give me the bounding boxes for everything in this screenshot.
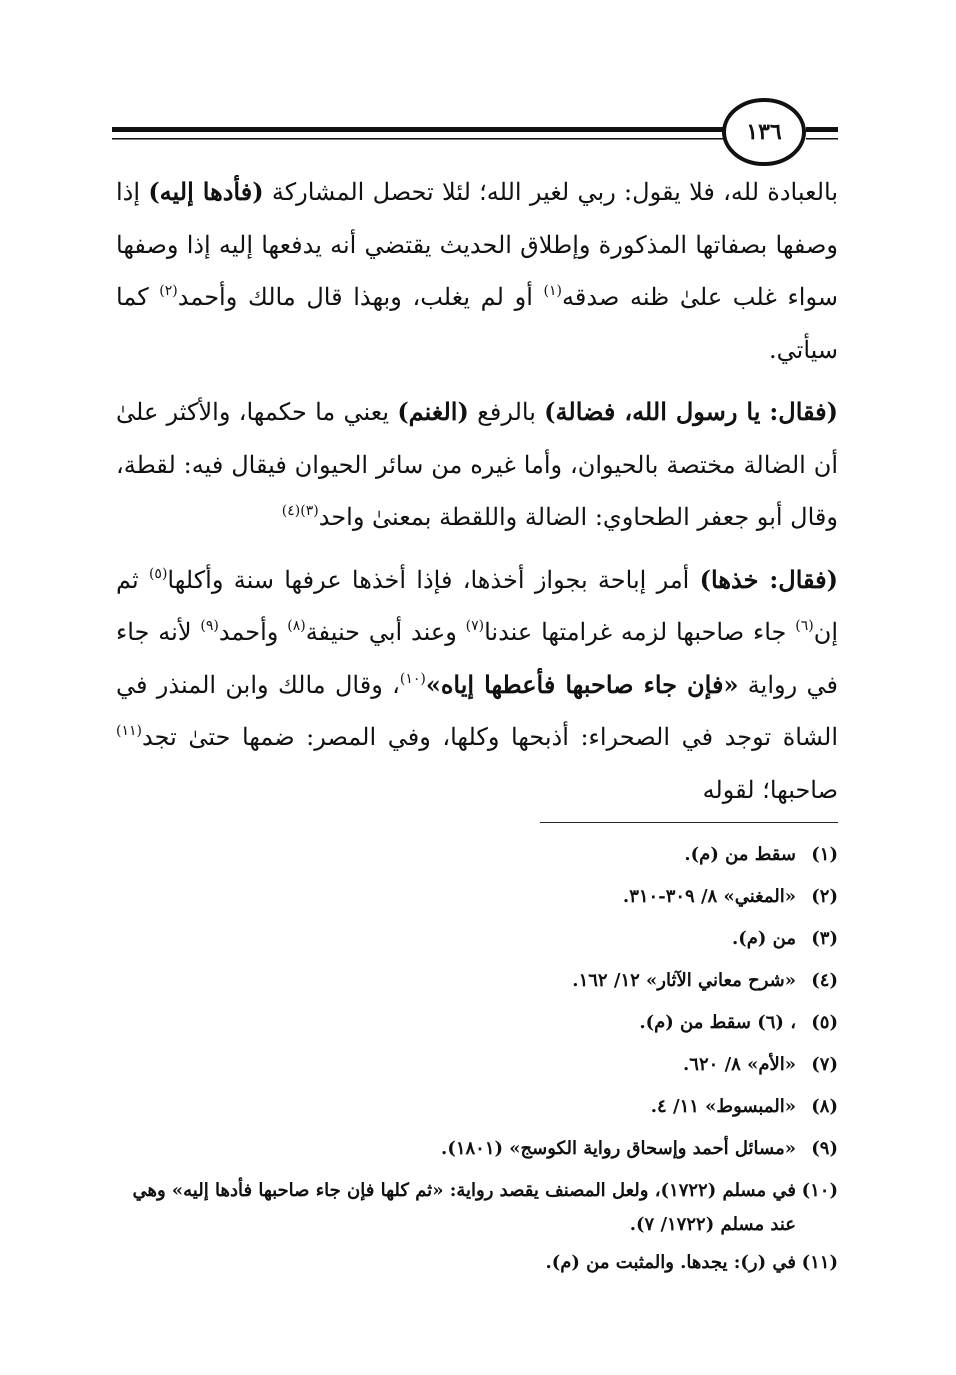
footnote-text: «المبسوط» ١١/ ٤. (650, 1096, 796, 1117)
bold-quote: (فقال: خذها) (699, 564, 839, 594)
page-number: ١٣٦ (746, 119, 782, 145)
bold-quote: (الغنم) (397, 397, 469, 426)
header-rule-right-thin (806, 138, 838, 140)
footnote-text: من (م). (731, 928, 796, 949)
footnote-item (112, 1044, 838, 1086)
text-run: يعني ما حكمها، والأكثر علىٰ أن الضالة مختصة بالحيوان، وأما غيره من سائر الحيوان فيقال فيه: لقطة، وقال أبو جعفر الطحاوي: الضالة واللقطة بمعنىٰ واحد (116, 398, 838, 531)
text-run: وعند أبي حنيفة (305, 618, 466, 646)
footnote-text: ، (٦) سقط من (م). (639, 1012, 796, 1033)
footnote-number: (١) (811, 844, 838, 865)
footnote-number: (٧) (811, 1054, 838, 1075)
footnote-number: (٤) (811, 970, 838, 991)
footnote-item (112, 1002, 838, 1044)
footnote-number: (٣) (811, 928, 838, 949)
text-run: ثم إن (116, 565, 838, 646)
footnote-ref-8[interactable]: (٨) (287, 618, 306, 634)
footnote-ref-7[interactable]: (٧) (465, 618, 485, 634)
footnote-number: (٢) (811, 886, 838, 907)
footnote-item (112, 1170, 838, 1242)
text-run: بالعبادة لله، فلا يقول: ربي لغير الله؛ لئلا تحصل المشاركة (263, 178, 838, 206)
page-header (0, 0, 956, 190)
header-rule-right-thick (806, 127, 838, 132)
text-run: كما سيأتي. (116, 283, 838, 364)
bold-quote: (فقال: يا رسول الله، فضالة) (544, 397, 838, 426)
footnote-text: «مسائل أحمد وإسحاق رواية الكوسج» (١٨٠١). (441, 1138, 796, 1159)
footnote-number: (٩) (811, 1138, 838, 1159)
footnote-ref-9[interactable]: (٩) (200, 618, 219, 634)
footnote-text: في مسلم (١٧٢٢)، ولعل المصنف يقصد رواية: «ثم كلها فإن جاء صاحبها فأدها إليه» وهي عند مسلم (١٧٢٢/ ٧). (132, 1180, 796, 1235)
footnote-item (112, 876, 838, 918)
footnote-item (112, 1128, 838, 1170)
footnote-ref-6[interactable]: (٦) (795, 618, 814, 634)
footnote-text: سقط من (م). (684, 844, 796, 865)
header-rule-ornament (0, 0, 956, 190)
text-run: أو لم يغلب، وبهذا قال مالك وأحمد (177, 283, 544, 311)
footnote-item (112, 834, 838, 876)
footnote-ref-4[interactable]: (٤) (281, 503, 301, 519)
footnote-item (112, 918, 838, 960)
footnote-text: «المغني» ٨/ ٣٠٩-٣١٠. (622, 886, 796, 907)
footnote-text: «شرح معاني الآثار» ١٢/ ١٦٢. (572, 970, 796, 991)
text-run: لأنه جاء في رواية (116, 618, 838, 699)
footnote-ref-5[interactable]: (٥) (148, 565, 168, 582)
text-run: جاء صاحبها لزمه غرامتها عندنا (484, 618, 796, 646)
text-run: صاحبها؛ لقوله (702, 775, 838, 804)
header-rule-thin (112, 138, 724, 140)
footnote-number: (٨) (811, 1096, 838, 1117)
main-text (116, 166, 838, 816)
footnote-ref-1[interactable]: (١) (543, 283, 563, 299)
footnote-ref-2[interactable]: (٢) (159, 283, 178, 299)
bold-quote: (فأدها إليه) (148, 177, 264, 206)
footnote-ref-3[interactable]: (٣) (300, 503, 319, 519)
text-run: ، وقال مالك وابن المنذر في الشاة توجد في الصحراء: أذبحها وكلها، وفي المصر: ضمها حتىٰ تجد (116, 670, 838, 751)
footnote-item (112, 1242, 838, 1284)
text-run: أمر إباحة بجواز أخذها، فإذا أخذها عرفها سنة وأكلها (167, 565, 700, 594)
footnote-ref-10[interactable]: (١٠) (399, 670, 426, 687)
footnote-item (112, 1086, 838, 1128)
footnote-text: «الأم» ٨/ ٦٢٠. (683, 1054, 796, 1075)
footnote-separator (540, 822, 838, 823)
footnote-item (112, 960, 838, 1002)
footnote-ref-11[interactable]: (١١) (116, 723, 142, 739)
text-run: وأحمد (218, 618, 288, 646)
header-rule-thick (112, 127, 724, 132)
text-run: بالرفع (468, 398, 545, 426)
footnote-text: في (ر): يجدها. والمثبت من (م). (545, 1252, 796, 1273)
footnote-number: (١٠) (801, 1180, 838, 1201)
footnote-number: (١١) (801, 1252, 838, 1273)
paragraph-2 (116, 386, 838, 544)
text-run: إذا وصفها بصفاتها المذكورة وإطلاق الحديث يقتضي أنه يدفعها إليه إذا وصفها سواء غلب علىٰ ظنه صدقه (116, 178, 838, 311)
paragraph-1 (116, 166, 838, 376)
paragraph-3 (116, 554, 838, 817)
bold-quote: «فإن جاء صاحبها فأعطها إياه» (425, 669, 739, 699)
footnote-number: (٥) (811, 1012, 838, 1033)
footnotes-list (112, 834, 838, 1284)
